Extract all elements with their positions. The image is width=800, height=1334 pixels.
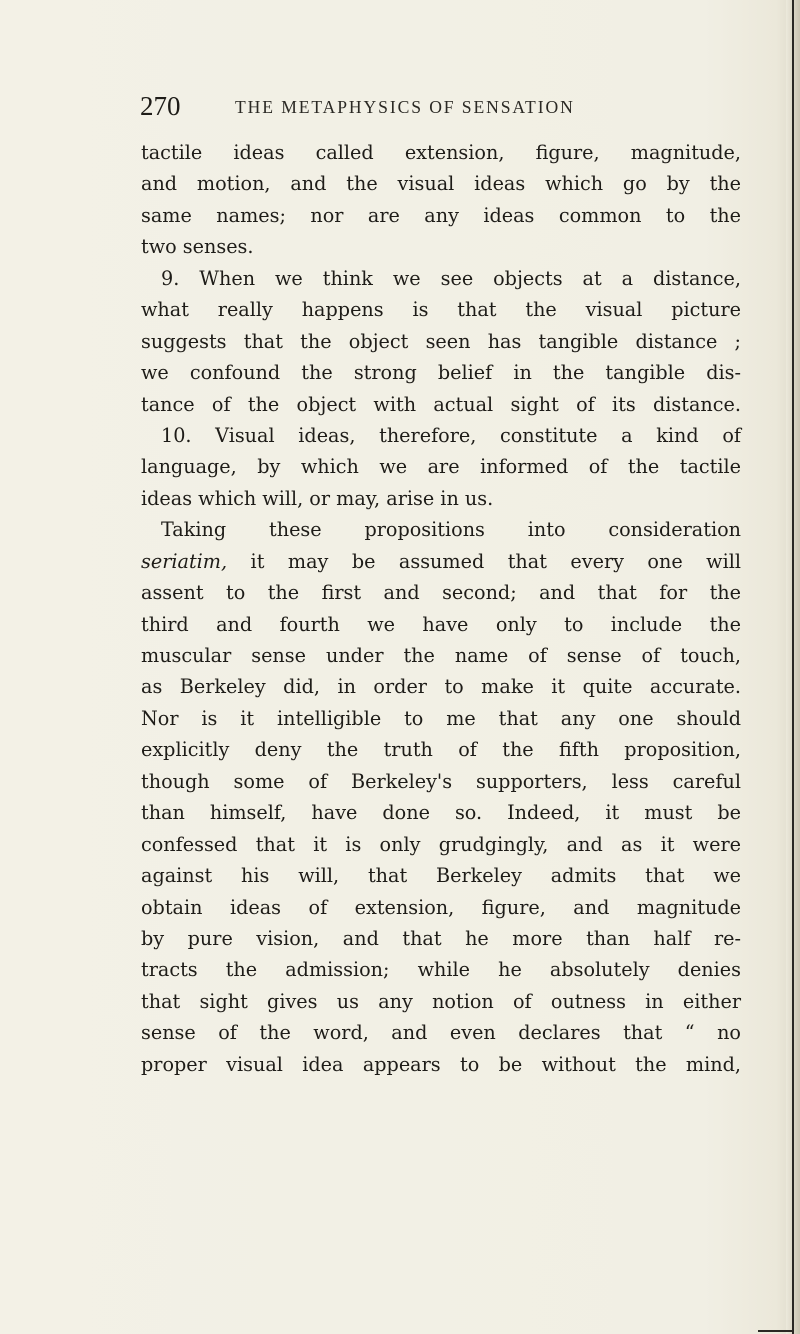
paragraph-10-start: 10. Visual ideas, therefore, constitute a kind of [161, 423, 741, 447]
text-line: assent to the first and second; and that for the [141, 581, 741, 605]
text-line: that sight gives us any notion of outness in either [141, 989, 741, 1013]
page-header [140, 91, 740, 123]
text-line: confessed that it is only grudgingly, and as it were [141, 832, 741, 856]
text-line: Nor is it intelligible to me that any one should [141, 706, 741, 730]
text-line: suggests that the object seen has tangible distance ; [141, 329, 741, 353]
text-line: against his will, that Berkeley admits that we [141, 864, 741, 888]
text-line: what really happens is that the visual picture [141, 298, 741, 322]
text-line: though some of Berkeley's supporters, less careful [141, 769, 741, 793]
text-line: and motion, and the visual ideas which go by the [141, 172, 741, 196]
text-line: obtain ideas of extension, figure, and magnitude [141, 895, 741, 919]
page-edge-line [792, 0, 794, 1334]
text-line: we confound the strong belief in the tangible dis- [141, 361, 741, 385]
page-corner-line [758, 1330, 794, 1332]
paragraph-taking-start: Taking these propositions into consideration [161, 518, 741, 542]
text-line: third and fourth we have only to include the [141, 612, 741, 636]
text-line: than himself, have done so. Indeed, it must be [141, 801, 741, 825]
italic-word: seriatim, [141, 549, 228, 573]
text-line: proper visual idea appears to be without the mind, [141, 1052, 741, 1076]
text-line: language, by which we are informed of the tactile [141, 455, 741, 479]
body-text [141, 137, 741, 1080]
text-line: by pure vision, and that he more than half re- [141, 926, 741, 950]
text-line: two senses. [141, 235, 254, 259]
text-line: ideas which will, or may, arise in us. [141, 486, 494, 510]
page-number: 270 [140, 91, 181, 121]
running-head: THE METAPHYSICS OF SENSATION [235, 97, 575, 117]
text-line: tance of the object with actual sight of its distance. [141, 392, 741, 416]
text-line: as Berkeley did, in order to make it quite accurate. [141, 675, 741, 699]
text-line: sense of the word, and even declares that “ no [141, 1021, 741, 1045]
text-line: tactile ideas called extension, figure, magnitude, [141, 141, 741, 164]
text-line: same names; nor are any ideas common to the [141, 203, 741, 227]
text-line: muscular sense under the name of sense of touch, [141, 644, 741, 667]
paragraph-9-start: 9. When we think we see objects at a distance, [161, 266, 741, 290]
text-line: explicitly deny the truth of the fifth proposition, [141, 738, 741, 762]
text-line: tracts the admission; while he absolutely denies [141, 958, 741, 982]
line-rest: it may be assumed that every one will [227, 549, 741, 573]
text-line [141, 546, 741, 577]
